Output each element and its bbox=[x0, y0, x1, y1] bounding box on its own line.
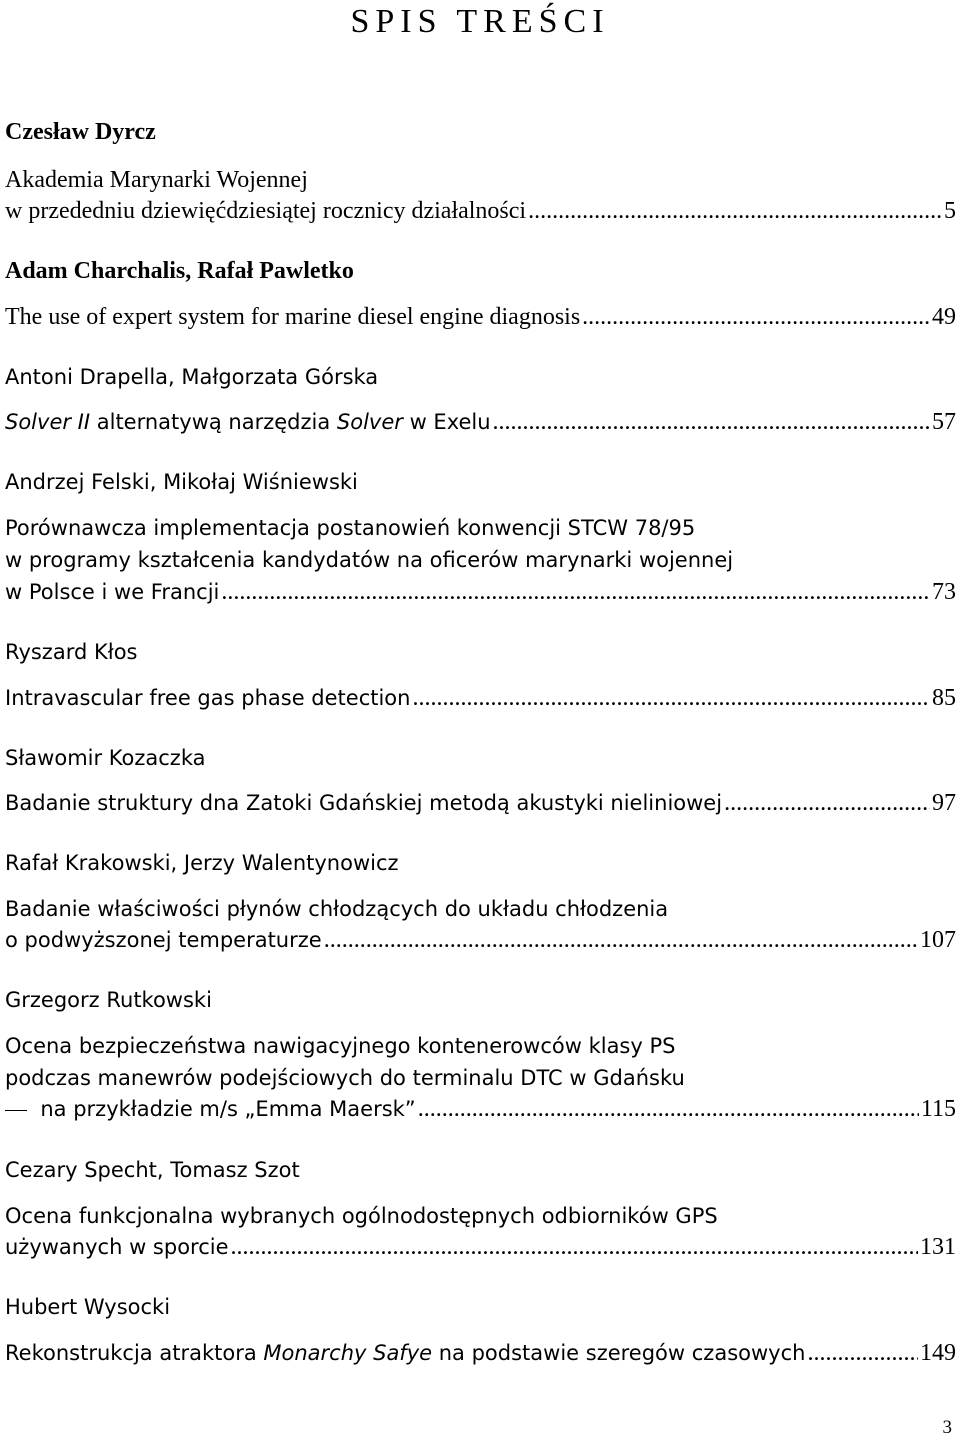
toc-entry-leader[interactable] bbox=[5, 302, 956, 332]
em-dash bbox=[5, 1110, 27, 1111]
toc-entry-leader[interactable] bbox=[5, 1338, 956, 1368]
toc-author: Cezary Specht, Tomasz Szot bbox=[5, 1158, 300, 1182]
toc-title-line: podczas manewrów podejściowych do terminalu DTC w Gdańsku bbox=[5, 1066, 685, 1090]
toc-title-line: Rekonstrukcja atraktora Monarchy Safye na podstawie szeregów czasowych bbox=[5, 1341, 806, 1365]
toc-entry-leader[interactable] bbox=[5, 925, 956, 955]
toc-author: Czesław Dyrcz bbox=[5, 119, 156, 145]
toc-entry-leader[interactable] bbox=[5, 1094, 956, 1124]
toc-title-line: używanych w sporcie bbox=[5, 1235, 229, 1259]
dot-leader bbox=[418, 1094, 919, 1124]
toc-author: Rafał Krakowski, Jerzy Walentynowicz bbox=[5, 851, 399, 875]
toc-page-number: 85 bbox=[932, 685, 956, 711]
toc-title-line: w Polsce i we Francji bbox=[5, 580, 220, 604]
toc-title-line: na przykładzie m/s „Emma Maersk” bbox=[5, 1094, 416, 1124]
toc-author: Sławomir Kozaczka bbox=[5, 746, 206, 770]
toc-entry-leader[interactable] bbox=[5, 1232, 956, 1262]
dot-leader bbox=[528, 196, 942, 226]
toc-page-number: 73 bbox=[932, 579, 956, 605]
dot-leader bbox=[582, 302, 930, 332]
page-title: SPIS TREŚCI bbox=[350, 3, 610, 40]
toc-title-line: Porównawcza implementacja postanowień konwencji STCW 78/95 bbox=[5, 516, 696, 540]
toc-page-number: 131 bbox=[920, 1234, 956, 1260]
dot-leader bbox=[221, 577, 930, 607]
toc-page-number: 57 bbox=[932, 409, 956, 435]
toc-author: Adam Charchalis, Rafał Pawletko bbox=[5, 258, 354, 284]
toc-author: Andrzej Felski, Mikołaj Wiśniewski bbox=[5, 470, 358, 494]
toc-entry-leader[interactable] bbox=[5, 407, 956, 437]
dot-leader bbox=[493, 407, 930, 437]
toc-page-number: 149 bbox=[920, 1340, 956, 1366]
toc-author: Grzegorz Rutkowski bbox=[5, 988, 212, 1012]
toc-page-number: 97 bbox=[932, 790, 956, 816]
toc-author: Hubert Wysocki bbox=[5, 1295, 171, 1319]
toc-title-line: Solver II alternatywą narzędzia Solver w Exelu bbox=[5, 410, 491, 434]
toc-title-line: Ocena funkcjonalna wybranych ogólnodostępnych odbiorników GPS bbox=[5, 1204, 718, 1228]
dot-leader bbox=[807, 1338, 918, 1368]
toc-entry-leader[interactable] bbox=[5, 683, 956, 713]
dot-leader bbox=[412, 683, 930, 713]
dot-leader bbox=[324, 925, 918, 955]
toc-author: Antoni Drapella, Małgorzata Górska bbox=[5, 365, 379, 389]
toc-page-number: 107 bbox=[920, 927, 956, 953]
toc-title-line: Badanie właściwości płynów chłodzących do układu chłodzenia bbox=[5, 897, 669, 921]
toc-entry-leader[interactable] bbox=[5, 577, 956, 607]
toc-title-line: Ocena bezpieczeństwa nawigacyjnego kontenerowców klasy PS bbox=[5, 1034, 676, 1058]
toc-author: Ryszard Kłos bbox=[5, 640, 138, 664]
toc-title-line: Akademia Marynarki Wojennej bbox=[5, 167, 308, 193]
dot-leader bbox=[724, 788, 930, 818]
toc-title-line: The use of expert system for marine diesel engine diagnosis bbox=[5, 304, 581, 330]
toc-title-line: w przededniu dziewięćdziesiątej rocznicy działalności bbox=[5, 198, 527, 224]
toc-title-line: Intravascular free gas phase detection bbox=[5, 686, 411, 710]
toc-entry-leader[interactable] bbox=[5, 196, 956, 226]
toc-entry-leader[interactable] bbox=[5, 788, 956, 818]
toc-title-line: w programy kształcenia kandydatów na oficerów marynarki wojennej bbox=[5, 548, 734, 572]
dot-leader bbox=[231, 1232, 918, 1262]
toc-page-number: 115 bbox=[920, 1096, 956, 1122]
toc-title-line: o podwyższonej temperaturze bbox=[5, 928, 322, 952]
toc-page-number: 49 bbox=[932, 304, 956, 330]
toc-page-number: 5 bbox=[944, 198, 956, 224]
page-number: 3 bbox=[942, 1417, 952, 1438]
toc-title-line: Badanie struktury dna Zatoki Gdańskiej metodą akustyki nieliniowej bbox=[5, 791, 723, 815]
